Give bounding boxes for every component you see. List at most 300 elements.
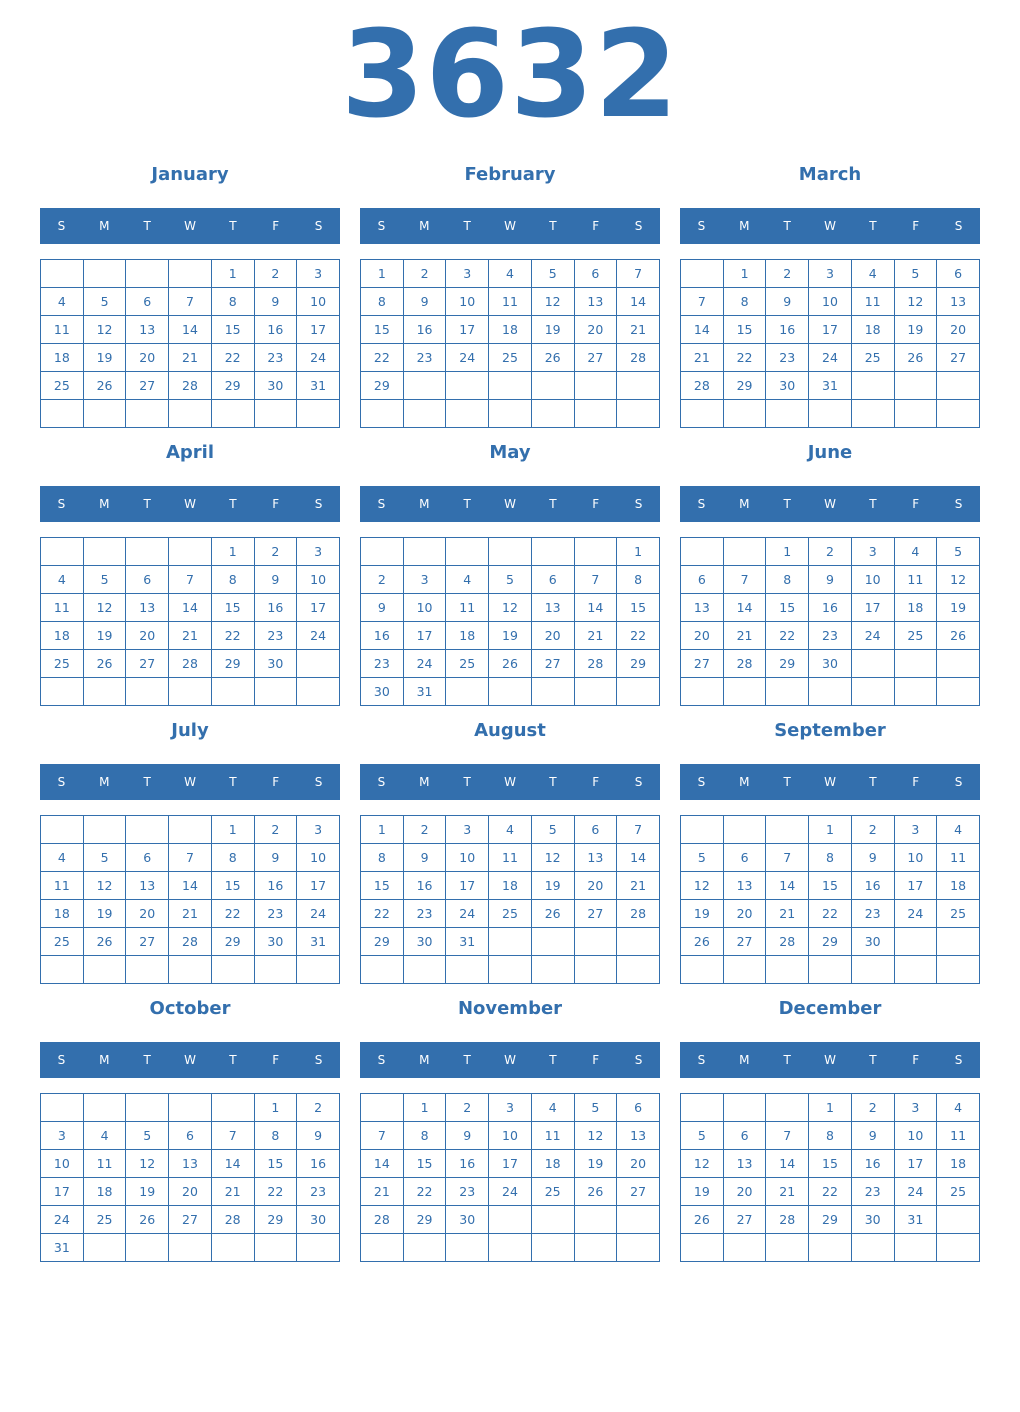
day-cell: 28 — [766, 928, 809, 956]
weekday-label: S — [57, 1053, 66, 1067]
day-cell: 7 — [617, 260, 660, 288]
day-cell: 9 — [851, 1122, 894, 1150]
day-cell — [766, 956, 809, 984]
day-cell: 27 — [723, 1206, 766, 1234]
day-cell: 19 — [126, 1178, 169, 1206]
week-row — [41, 1094, 340, 1122]
day-cell: 29 — [361, 928, 404, 956]
week-row — [361, 1206, 660, 1234]
day-cell: 16 — [403, 872, 446, 900]
day-cell — [681, 538, 724, 566]
day-cell: 8 — [766, 566, 809, 594]
day-cell — [41, 816, 84, 844]
day-cell: 8 — [809, 844, 852, 872]
week-row — [681, 956, 980, 984]
day-cell — [169, 1234, 212, 1262]
weekday-label: T — [783, 1053, 791, 1067]
weekday-label: W — [184, 1053, 196, 1067]
week-row — [361, 1234, 660, 1262]
day-cell: 17 — [894, 872, 937, 900]
week-row — [681, 844, 980, 872]
weekday-label: S — [954, 497, 963, 511]
month-april — [40, 438, 340, 708]
day-cell: 30 — [254, 928, 297, 956]
day-cell: 25 — [41, 650, 84, 678]
day-cell: 1 — [211, 260, 254, 288]
weekday-label: T — [783, 219, 791, 233]
day-cell — [766, 1094, 809, 1122]
day-cell: 21 — [169, 900, 212, 928]
day-cell: 2 — [446, 1094, 489, 1122]
day-cell: 17 — [403, 622, 446, 650]
week-row — [681, 594, 980, 622]
day-cell: 18 — [531, 1150, 574, 1178]
day-cell — [361, 1094, 404, 1122]
weekday-label: M — [99, 219, 110, 233]
day-cell — [937, 650, 980, 678]
day-cell: 16 — [851, 1150, 894, 1178]
weekday-label: S — [634, 219, 643, 233]
day-cell: 28 — [766, 1206, 809, 1234]
day-cell: 22 — [211, 622, 254, 650]
day-cell — [766, 816, 809, 844]
day-cell — [169, 816, 212, 844]
day-cell — [211, 678, 254, 706]
day-grid — [360, 259, 660, 428]
day-cell: 6 — [681, 566, 724, 594]
day-cell: 9 — [254, 566, 297, 594]
day-cell: 18 — [41, 900, 84, 928]
day-cell: 17 — [446, 872, 489, 900]
day-cell: 24 — [894, 900, 937, 928]
day-cell: 29 — [211, 650, 254, 678]
day-cell: 11 — [489, 844, 532, 872]
day-cell: 16 — [403, 316, 446, 344]
day-cell — [169, 400, 212, 428]
weekday-label: W — [504, 219, 516, 233]
week-row — [361, 872, 660, 900]
day-cell: 27 — [574, 344, 617, 372]
week-row — [681, 900, 980, 928]
week-row — [41, 1206, 340, 1234]
day-cell — [531, 400, 574, 428]
weekday-label: S — [57, 497, 66, 511]
day-cell: 24 — [446, 344, 489, 372]
day-cell: 12 — [894, 288, 937, 316]
day-cell: 2 — [254, 816, 297, 844]
day-cell: 8 — [361, 288, 404, 316]
day-cell: 29 — [809, 1206, 852, 1234]
day-cell: 1 — [617, 538, 660, 566]
day-cell: 7 — [169, 288, 212, 316]
day-cell: 20 — [126, 344, 169, 372]
day-cell — [361, 400, 404, 428]
month-name: June — [807, 442, 853, 463]
day-cell — [403, 956, 446, 984]
weekday-label: W — [504, 1053, 516, 1067]
weekday-label: T — [143, 219, 151, 233]
weekday-header — [680, 764, 980, 800]
day-cell: 17 — [297, 594, 340, 622]
week-row — [41, 1150, 340, 1178]
week-row — [41, 956, 340, 984]
day-cell — [723, 678, 766, 706]
day-cell: 14 — [723, 594, 766, 622]
day-cell: 25 — [937, 900, 980, 928]
day-cell — [83, 400, 126, 428]
weekday-label: W — [824, 1053, 836, 1067]
day-cell: 18 — [41, 344, 84, 372]
day-cell: 9 — [254, 844, 297, 872]
day-cell: 7 — [361, 1122, 404, 1150]
week-row — [361, 1178, 660, 1206]
weekday-label: W — [504, 775, 516, 789]
day-cell: 18 — [83, 1178, 126, 1206]
week-row — [681, 1234, 980, 1262]
day-cell: 21 — [169, 622, 212, 650]
day-cell: 10 — [403, 594, 446, 622]
day-cell — [851, 678, 894, 706]
day-grid — [680, 1093, 980, 1262]
day-cell: 15 — [617, 594, 660, 622]
week-row — [41, 928, 340, 956]
day-cell: 17 — [297, 872, 340, 900]
day-cell: 1 — [211, 538, 254, 566]
day-cell: 21 — [211, 1178, 254, 1206]
day-cell: 25 — [894, 622, 937, 650]
day-cell: 24 — [446, 900, 489, 928]
day-cell: 9 — [766, 288, 809, 316]
day-cell: 9 — [403, 844, 446, 872]
day-cell: 15 — [254, 1150, 297, 1178]
day-cell — [894, 928, 937, 956]
weekday-label: W — [824, 775, 836, 789]
day-cell — [937, 1234, 980, 1262]
month-november — [360, 994, 660, 1264]
day-cell: 15 — [211, 316, 254, 344]
day-cell: 16 — [361, 622, 404, 650]
day-cell: 31 — [297, 928, 340, 956]
day-cell: 24 — [894, 1178, 937, 1206]
month-august — [360, 716, 660, 986]
day-cell — [681, 678, 724, 706]
day-cell — [254, 678, 297, 706]
day-cell — [446, 538, 489, 566]
weekday-header — [40, 764, 340, 800]
day-cell: 10 — [297, 566, 340, 594]
weekday-label: S — [954, 1053, 963, 1067]
day-cell: 4 — [937, 816, 980, 844]
day-cell: 5 — [83, 844, 126, 872]
day-cell: 11 — [937, 1122, 980, 1150]
day-cell: 13 — [126, 594, 169, 622]
day-cell: 18 — [937, 1150, 980, 1178]
day-cell — [83, 956, 126, 984]
day-cell: 1 — [211, 816, 254, 844]
day-cell: 22 — [723, 344, 766, 372]
day-cell: 26 — [83, 928, 126, 956]
weekday-label: T — [783, 497, 791, 511]
day-cell: 1 — [361, 260, 404, 288]
week-row — [41, 594, 340, 622]
day-cell — [574, 1234, 617, 1262]
weekday-label: S — [57, 775, 66, 789]
day-cell: 6 — [126, 288, 169, 316]
day-cell: 2 — [403, 260, 446, 288]
day-cell: 9 — [297, 1122, 340, 1150]
day-cell — [297, 1234, 340, 1262]
day-cell — [723, 400, 766, 428]
day-cell: 13 — [126, 316, 169, 344]
day-cell: 28 — [723, 650, 766, 678]
week-row — [681, 1206, 980, 1234]
day-cell: 19 — [681, 900, 724, 928]
day-cell: 16 — [254, 594, 297, 622]
day-cell — [489, 1206, 532, 1234]
day-cell: 11 — [851, 288, 894, 316]
day-cell: 22 — [617, 622, 660, 650]
day-cell: 13 — [169, 1150, 212, 1178]
day-cell: 5 — [489, 566, 532, 594]
day-cell — [723, 816, 766, 844]
day-cell: 11 — [531, 1122, 574, 1150]
weekday-label: F — [592, 1053, 600, 1067]
weekday-label: T — [549, 497, 557, 511]
week-row — [41, 1122, 340, 1150]
day-cell: 1 — [361, 816, 404, 844]
day-cell: 11 — [41, 872, 84, 900]
day-cell: 14 — [361, 1150, 404, 1178]
day-cell — [531, 1234, 574, 1262]
day-cell: 4 — [446, 566, 489, 594]
weekday-label: W — [184, 497, 196, 511]
day-cell: 27 — [617, 1178, 660, 1206]
day-cell: 7 — [211, 1122, 254, 1150]
day-cell: 9 — [809, 566, 852, 594]
weekday-label: F — [272, 497, 280, 511]
week-row — [681, 872, 980, 900]
day-cell: 15 — [211, 872, 254, 900]
weekday-label: T — [463, 497, 471, 511]
day-cell: 18 — [489, 872, 532, 900]
week-row — [361, 1094, 660, 1122]
day-cell: 31 — [446, 928, 489, 956]
day-cell: 27 — [126, 372, 169, 400]
day-cell — [851, 956, 894, 984]
day-cell: 4 — [851, 260, 894, 288]
day-cell — [617, 1206, 660, 1234]
day-cell — [297, 956, 340, 984]
day-cell — [211, 956, 254, 984]
day-cell: 14 — [211, 1150, 254, 1178]
day-cell: 20 — [723, 900, 766, 928]
day-cell — [851, 400, 894, 428]
day-cell: 6 — [169, 1122, 212, 1150]
day-cell: 8 — [211, 566, 254, 594]
day-cell: 27 — [574, 900, 617, 928]
week-row — [681, 622, 980, 650]
day-cell — [489, 956, 532, 984]
day-cell: 6 — [723, 844, 766, 872]
day-cell: 13 — [681, 594, 724, 622]
day-cell: 12 — [83, 872, 126, 900]
day-cell — [126, 816, 169, 844]
day-cell: 3 — [297, 538, 340, 566]
weekday-label: T — [463, 775, 471, 789]
day-cell — [489, 678, 532, 706]
week-row — [41, 344, 340, 372]
month-september — [680, 716, 980, 986]
weekday-label: F — [272, 219, 280, 233]
weekday-label: F — [592, 219, 600, 233]
weekday-label: F — [592, 497, 600, 511]
weekday-label: T — [869, 1053, 877, 1067]
day-cell: 24 — [297, 900, 340, 928]
day-cell: 20 — [126, 622, 169, 650]
day-cell: 22 — [211, 900, 254, 928]
weekday-label: T — [143, 1053, 151, 1067]
day-cell — [403, 372, 446, 400]
day-cell — [809, 678, 852, 706]
day-cell — [531, 1206, 574, 1234]
day-cell: 4 — [937, 1094, 980, 1122]
day-cell — [403, 538, 446, 566]
day-cell: 2 — [254, 260, 297, 288]
week-row — [41, 566, 340, 594]
day-cell: 8 — [211, 844, 254, 872]
weekday-label: S — [377, 775, 386, 789]
day-cell: 8 — [403, 1122, 446, 1150]
day-grid — [680, 815, 980, 984]
week-row — [41, 844, 340, 872]
day-cell: 19 — [83, 622, 126, 650]
week-row — [361, 956, 660, 984]
day-cell: 2 — [254, 538, 297, 566]
weekday-label: M — [419, 775, 430, 789]
day-cell: 13 — [574, 288, 617, 316]
week-row — [41, 650, 340, 678]
day-cell: 2 — [851, 1094, 894, 1122]
week-row — [681, 928, 980, 956]
week-row — [41, 260, 340, 288]
day-cell: 11 — [937, 844, 980, 872]
day-cell: 25 — [531, 1178, 574, 1206]
day-cell: 17 — [41, 1178, 84, 1206]
day-cell: 12 — [489, 594, 532, 622]
weekday-label: M — [739, 219, 750, 233]
day-cell: 15 — [361, 872, 404, 900]
day-cell: 20 — [126, 900, 169, 928]
day-cell: 6 — [574, 816, 617, 844]
day-cell — [83, 1234, 126, 1262]
day-cell: 13 — [937, 288, 980, 316]
day-cell: 19 — [894, 316, 937, 344]
day-cell: 9 — [446, 1122, 489, 1150]
day-cell: 18 — [851, 316, 894, 344]
day-cell: 20 — [723, 1178, 766, 1206]
day-cell: 23 — [809, 622, 852, 650]
day-cell — [617, 400, 660, 428]
day-cell: 18 — [489, 316, 532, 344]
day-cell: 16 — [766, 316, 809, 344]
day-cell: 24 — [809, 344, 852, 372]
week-row — [41, 538, 340, 566]
day-cell — [617, 928, 660, 956]
day-cell: 25 — [851, 344, 894, 372]
day-cell: 20 — [169, 1178, 212, 1206]
weekday-label: F — [912, 497, 920, 511]
month-name: January — [151, 164, 229, 185]
day-cell: 15 — [723, 316, 766, 344]
day-cell: 15 — [361, 316, 404, 344]
day-cell: 14 — [617, 844, 660, 872]
day-cell: 10 — [297, 844, 340, 872]
day-cell — [446, 678, 489, 706]
day-cell: 23 — [766, 344, 809, 372]
week-row — [41, 372, 340, 400]
day-cell: 19 — [937, 594, 980, 622]
day-cell: 10 — [446, 844, 489, 872]
day-cell: 8 — [211, 288, 254, 316]
day-cell: 16 — [809, 594, 852, 622]
day-cell: 14 — [169, 594, 212, 622]
day-cell — [489, 538, 532, 566]
day-cell: 25 — [41, 928, 84, 956]
day-cell: 8 — [361, 844, 404, 872]
day-cell: 12 — [574, 1122, 617, 1150]
week-row — [681, 1122, 980, 1150]
day-cell: 26 — [531, 900, 574, 928]
week-row — [681, 316, 980, 344]
day-cell — [681, 1234, 724, 1262]
week-row — [681, 538, 980, 566]
month-name: September — [774, 720, 886, 741]
week-row — [361, 816, 660, 844]
weekday-label: S — [634, 497, 643, 511]
day-cell: 5 — [681, 1122, 724, 1150]
day-cell — [723, 1234, 766, 1262]
week-row — [361, 678, 660, 706]
month-name: October — [149, 998, 231, 1019]
day-cell: 16 — [254, 872, 297, 900]
month-december — [680, 994, 980, 1264]
day-cell: 9 — [851, 844, 894, 872]
day-cell — [41, 956, 84, 984]
day-cell: 12 — [531, 844, 574, 872]
day-cell: 15 — [766, 594, 809, 622]
day-cell: 3 — [809, 260, 852, 288]
day-cell — [574, 538, 617, 566]
day-cell: 22 — [254, 1178, 297, 1206]
day-cell: 26 — [681, 928, 724, 956]
day-cell: 22 — [361, 344, 404, 372]
day-cell: 8 — [723, 288, 766, 316]
weekday-header — [680, 208, 980, 244]
day-cell — [126, 538, 169, 566]
day-cell: 6 — [617, 1094, 660, 1122]
day-cell: 10 — [297, 288, 340, 316]
day-cell: 22 — [809, 900, 852, 928]
day-cell: 12 — [83, 594, 126, 622]
day-cell — [681, 956, 724, 984]
day-cell — [489, 928, 532, 956]
day-cell: 14 — [681, 316, 724, 344]
weekday-header — [680, 1042, 980, 1078]
month-july — [40, 716, 340, 986]
day-cell: 25 — [937, 1178, 980, 1206]
day-cell — [41, 400, 84, 428]
day-cell — [446, 400, 489, 428]
